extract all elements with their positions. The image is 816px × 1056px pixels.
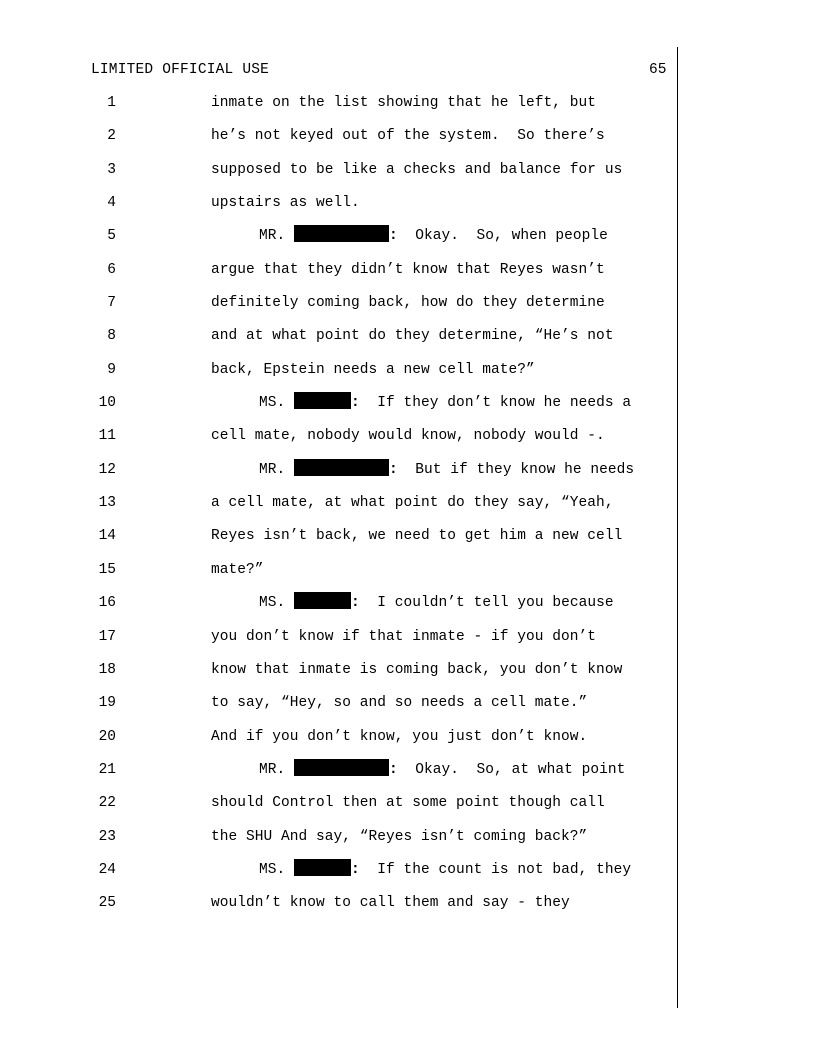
line-number: 19 xyxy=(98,695,116,712)
line-text: inmate on the list showing that he left, but xyxy=(211,95,597,111)
line-text xyxy=(259,459,634,481)
line-number: 14 xyxy=(98,528,116,545)
transcript-line xyxy=(0,292,816,325)
speech-text: If they don’t know he needs a xyxy=(359,395,632,412)
line-number: 25 xyxy=(98,895,116,912)
line-number: 2 xyxy=(107,128,116,145)
speaker-label: MS. xyxy=(259,595,286,612)
line-text xyxy=(259,759,625,781)
speaker-colon: : xyxy=(351,861,360,878)
transcript-line xyxy=(0,425,816,458)
transcript-line xyxy=(0,759,816,792)
speaker-colon: : xyxy=(389,761,398,778)
line-number: 13 xyxy=(98,495,116,512)
line-text: Reyes isn’t back, we need to get him a new cell xyxy=(211,528,623,545)
speech-text: If the count is not bad, they xyxy=(359,861,632,878)
transcript-line xyxy=(0,592,816,625)
transcript-line xyxy=(0,325,816,358)
speaker-label: MR. xyxy=(259,228,286,245)
line-text: the SHU And say, “Reyes isn’t coming back?” xyxy=(211,828,588,845)
line-text: a cell mate, at what point do they say, “Yeah, xyxy=(211,495,614,512)
classification-header: LIMITED OFFICIAL USE xyxy=(91,62,270,78)
speaker-colon: : xyxy=(351,595,360,612)
speech-text: Okay. So, at what point xyxy=(397,761,626,778)
line-number: 24 xyxy=(98,861,116,878)
line-text xyxy=(259,392,631,414)
line-text: cell mate, nobody would know, nobody would -. xyxy=(211,428,605,445)
transcript-line xyxy=(0,192,816,225)
transcript-line xyxy=(0,559,816,592)
redaction-box xyxy=(294,392,351,409)
transcript-line xyxy=(0,359,816,392)
redaction-box xyxy=(294,225,389,242)
line-number: 21 xyxy=(98,761,116,778)
speaker-label: MR. xyxy=(259,461,286,478)
line-text xyxy=(259,592,614,614)
line-number: 22 xyxy=(98,795,116,812)
transcript-line xyxy=(0,225,816,258)
line-number: 5 xyxy=(107,228,116,245)
transcript-line xyxy=(0,726,816,759)
speaker-colon: : xyxy=(389,461,398,478)
line-text: back, Epstein needs a new cell mate?” xyxy=(211,361,535,378)
line-text: definitely coming back, how do they determine xyxy=(211,295,605,312)
transcript-line xyxy=(0,826,816,859)
transcript-line xyxy=(0,459,816,492)
line-number: 10 xyxy=(98,395,116,412)
transcript-line xyxy=(0,392,816,425)
line-text: he’s not keyed out of the system. So there’s xyxy=(211,128,605,145)
line-number: 15 xyxy=(98,561,116,578)
speaker-label: MS. xyxy=(259,395,286,412)
redaction-box xyxy=(294,592,351,609)
line-number: 18 xyxy=(98,661,116,678)
line-number: 17 xyxy=(98,628,116,645)
transcript-line xyxy=(0,525,816,558)
line-text: should Control then at some point though call xyxy=(211,795,605,812)
transcript-line xyxy=(0,92,816,125)
speaker-colon: : xyxy=(389,228,398,245)
line-number: 8 xyxy=(107,328,116,345)
transcript-line xyxy=(0,125,816,158)
speaker-label: MR. xyxy=(259,761,286,778)
redaction-box xyxy=(294,759,389,776)
speech-text: I couldn’t tell you because xyxy=(359,595,614,612)
line-number: 23 xyxy=(98,828,116,845)
line-number: 16 xyxy=(98,595,116,612)
line-number: 6 xyxy=(107,261,116,278)
redaction-box xyxy=(294,459,389,476)
line-text xyxy=(259,225,608,247)
speaker-colon: : xyxy=(351,395,360,412)
page-number: 65 xyxy=(649,62,667,78)
transcript-line xyxy=(0,259,816,292)
line-text: to say, “Hey, so and so needs a cell mate.” xyxy=(211,695,588,712)
transcript-line xyxy=(0,492,816,525)
line-text: wouldn’t know to call them and say - they xyxy=(211,895,570,912)
transcript-line xyxy=(0,892,816,925)
line-text: And if you don’t know, you just don’t know. xyxy=(211,728,588,745)
transcript-line xyxy=(0,859,816,892)
line-number: 11 xyxy=(98,428,116,445)
line-number: 12 xyxy=(98,461,116,478)
line-number: 20 xyxy=(98,728,116,745)
speech-text: Okay. So, when people xyxy=(397,228,608,245)
transcript-line xyxy=(0,659,816,692)
transcript-line xyxy=(0,159,816,192)
speech-text: But if they know he needs xyxy=(397,461,635,478)
line-text: know that inmate is coming back, you don’t know xyxy=(211,661,623,678)
line-number: 4 xyxy=(107,195,116,212)
line-number: 3 xyxy=(107,161,116,178)
redaction-box xyxy=(294,859,351,876)
line-text: upstairs as well. xyxy=(211,195,360,212)
speaker-label: MS. xyxy=(259,861,286,878)
transcript-line xyxy=(0,792,816,825)
line-text: you don’t know if that inmate - if you don’t xyxy=(211,628,597,645)
line-text xyxy=(259,859,631,881)
line-number: 9 xyxy=(107,361,116,378)
transcript-lines xyxy=(0,92,816,926)
transcript-line xyxy=(0,692,816,725)
line-number: 1 xyxy=(107,95,116,111)
transcript-line xyxy=(0,626,816,659)
line-text: argue that they didn’t know that Reyes wasn’t xyxy=(211,261,605,278)
line-text: supposed to be like a checks and balance for us xyxy=(211,161,623,178)
line-text: and at what point do they determine, “He’s not xyxy=(211,328,614,345)
line-number: 7 xyxy=(107,295,116,312)
line-text: mate?” xyxy=(211,561,264,578)
